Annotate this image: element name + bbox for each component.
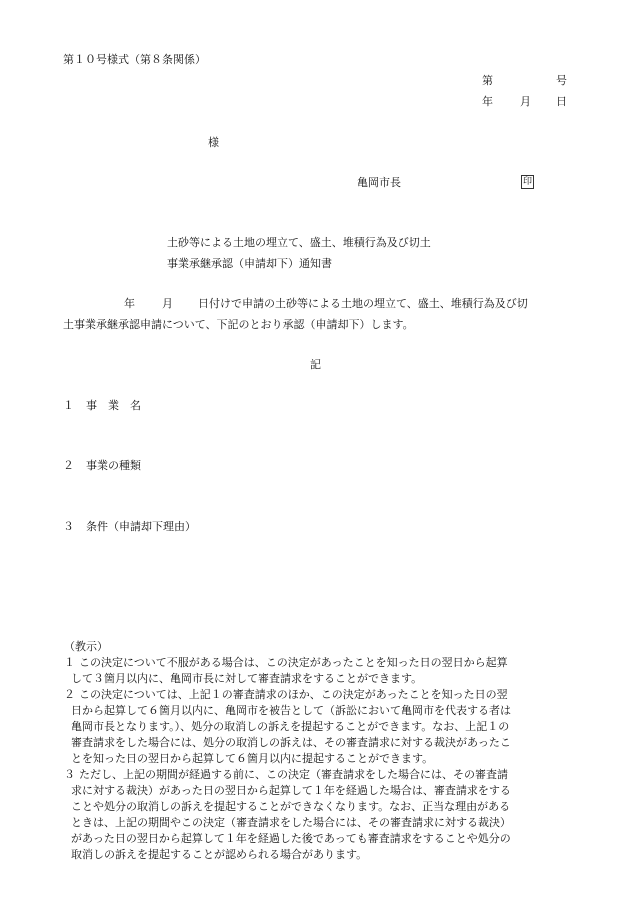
notice-item-1 <box>58 655 578 687</box>
date-month: 月 <box>520 95 531 108</box>
seal-mark: 印 <box>522 177 532 187</box>
notice-heading: （教示） <box>64 640 108 653</box>
notice-item-2-number: ２ <box>64 688 75 701</box>
notice-item-2-line: 日から起算して６箇月以内に、亀岡市を被告として（訴訟において亀岡市を代表する者は <box>71 704 511 717</box>
body-month: 月 <box>162 297 173 310</box>
notice-item-2-line: 亀岡市長となります。）、処分の取消しの訴えを提起することができます。なお、上記１の <box>71 720 510 733</box>
notice-item-1-line: して３箇月以内に、亀岡市長に対して審査請求をすることができます。 <box>71 672 423 685</box>
title-line-2: 事業承継承認（申請却下）通知書 <box>167 257 332 270</box>
doc-number-prefix: 第 <box>482 74 493 87</box>
item-3-label: 条件（申請却下理由） <box>86 520 196 533</box>
body-year: 年 <box>124 297 135 310</box>
title-line-1: 土砂等による土地の埋立て、盛土、堆積行為及び切土 <box>167 236 431 249</box>
item-1-number: １ <box>63 399 74 412</box>
notice-item-1-number: １ <box>64 656 75 669</box>
notice-item-2-line: とを知った日の翌日から起算して６箇月以内に提起することができます。 <box>71 752 434 765</box>
notice-item-3 <box>58 767 578 863</box>
addressee-suffix: 様 <box>208 136 219 149</box>
notice-item-2-line: この決定については、上記１の審査請求のほか、この決定があったことを知った日の翌 <box>79 688 508 701</box>
body-line-2: 土事業承継承認申請について、下記のとおり承認（申請却下）します。 <box>63 318 414 331</box>
date-year: 年 <box>482 95 493 108</box>
notice-item-3-line: ただし、上記の期間が経過する前に、この決定（審査請求をした場合には、その審査請 <box>79 768 508 781</box>
notice-item-3-number: ３ <box>64 768 75 781</box>
notice-section <box>58 639 578 863</box>
notice-item-3-line: 取消しの訴えを提起することが認められる場合があります。 <box>71 848 368 861</box>
item-2-label: 事業の種類 <box>86 459 141 472</box>
ki-mark: 記 <box>310 358 321 371</box>
notice-item-3-line: があった日の翌日から起算して１年を経過した後であっても審査請求をすることや処分の <box>71 832 511 845</box>
notice-item-2-line: 審査請求をした場合には、処分の取消しの訴えは、その審査請求に対する裁決があったこ <box>71 736 511 749</box>
body-line-1: 日付けで申請の土砂等による土地の埋立て、盛土、堆積行為及び切 <box>198 297 528 310</box>
date-day: 日 <box>556 95 567 108</box>
doc-number-suffix: 号 <box>556 74 567 87</box>
issuer-name: 亀岡市長 <box>357 176 401 189</box>
notice-item-2 <box>58 687 578 767</box>
notice-item-3-line: ときは、上記の期間やこの決定（審査請求をした場合には、その審査請求に対する裁決） <box>71 816 511 829</box>
item-2-number: ２ <box>63 459 74 472</box>
notice-item-3-line: 求に対する裁決）があった日の翌日から起算して１年を経過した場合は、審査請求をする <box>71 784 511 797</box>
notice-item-1-line: この決定について不服がある場合は、この決定があったことを知った日の翌日から起算 <box>79 656 508 669</box>
item-1-label: 事 業 名 <box>86 399 141 412</box>
notice-item-3-line: ことや処分の取消しの訴えを提起することができなくなります。なお、正当な理由がある <box>71 800 511 813</box>
item-3-number: ３ <box>63 520 74 533</box>
form-label: 第１０号様式（第８条関係） <box>63 53 206 66</box>
